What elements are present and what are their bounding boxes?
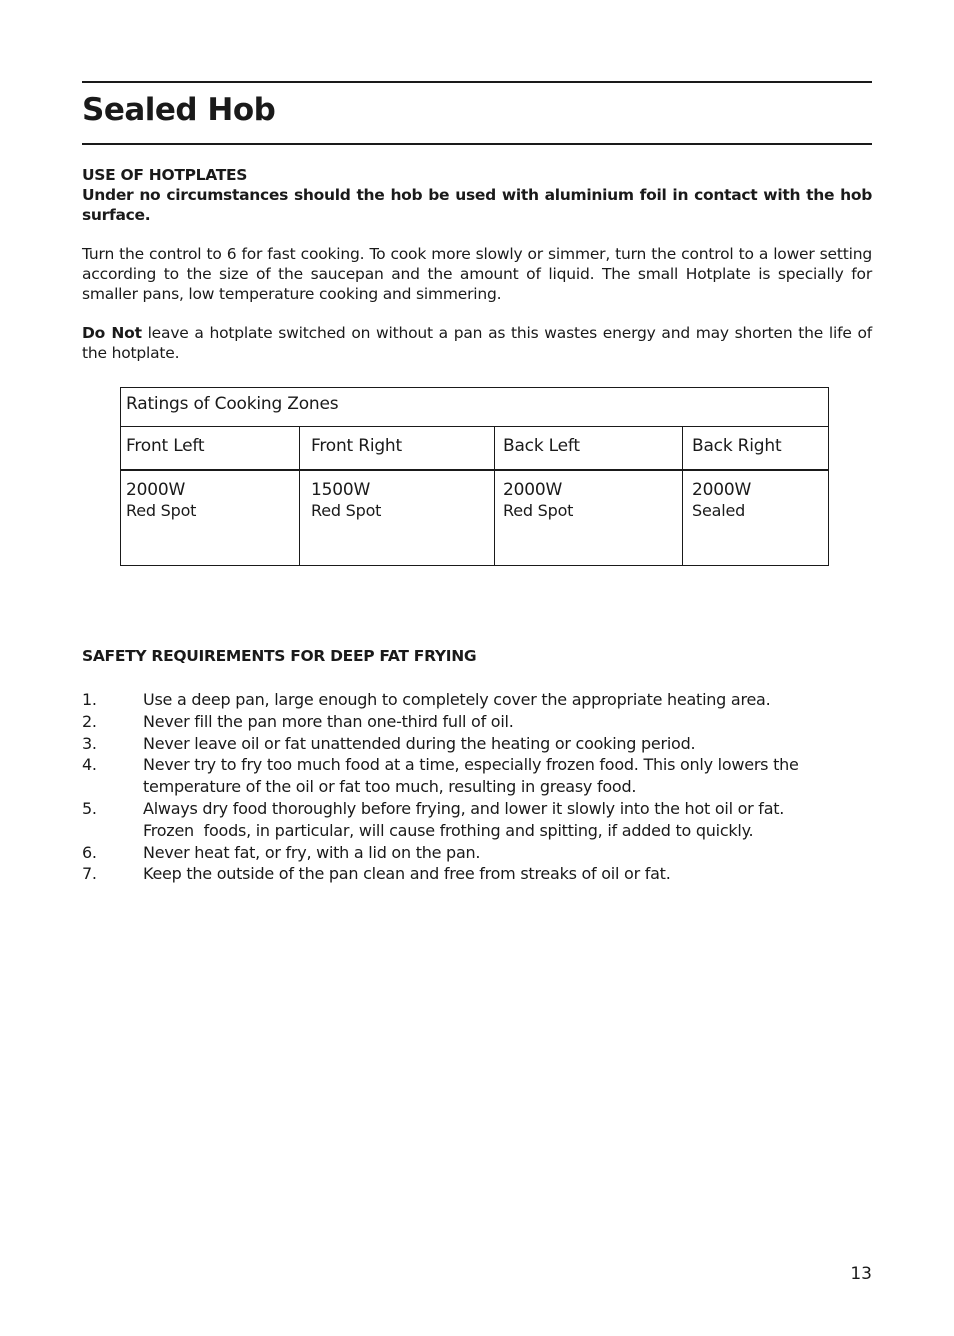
hotplates-heading: USE OF HOTPLATES [82, 166, 248, 184]
step-text: Never leave oil or fat unattended during the heating or cooking period. [143, 733, 696, 753]
foil-warning: Under no circumstances should the hob be used with aluminium foil in contact with the hob surface. [82, 186, 872, 224]
do-not-paragraph [82, 323, 872, 363]
table-header-row [121, 427, 829, 471]
step-number: 2. [82, 711, 97, 731]
step-text-continued: Frozen foods, in particular, will cause frothing and spitting, if added to quickly. [143, 820, 754, 840]
step-text: Never fill the pan more than one-third full of oil. [143, 711, 514, 731]
step-number: 5. [82, 798, 97, 818]
ratings-table [120, 387, 829, 566]
step-text: Always dry food thoroughly before frying, and lower it slowly into the hot oil or fat. [143, 798, 785, 818]
page-number: 13 [850, 1264, 872, 1284]
step-number: 3. [82, 733, 97, 753]
step-text: Never try to fry too much food at a time, especially frozen food. This only lowers the [143, 755, 799, 775]
table-row [121, 470, 829, 566]
step-text: Never heat fat, or fry, with a lid on the pan. [143, 842, 481, 862]
frying-section [82, 646, 872, 885]
type-back-left: Red Spot [503, 501, 574, 520]
cell-front-right [300, 470, 495, 566]
column-header-back-right: Back Right [683, 427, 829, 471]
list-item [82, 754, 872, 798]
step-number: 1. [82, 690, 97, 709]
frying-heading: SAFETY REQUIREMENTS FOR DEEP FAT FRYING [82, 647, 477, 665]
do-not-text: leave a hotplate switched on without a pan as this wastes energy and may shorten the life of the hotplate. [82, 324, 872, 362]
top-rule [82, 81, 872, 83]
control-paragraph: Turn the control to 6 for fast cooking. To cook more slowly or simmer, turn the control to a lower setting according to the size of the saucepan and the amount of liquid. The small Hotplate is specially for smaller pans, low temperature cooking and simmering. [82, 245, 872, 303]
list-item [82, 842, 872, 864]
table-caption-row [121, 388, 829, 427]
step-text: Use a deep pan, large enough to completely cover the appropriate heating area. [143, 690, 771, 709]
step-text-continued: temperature of the oil or fat too much, resulting in greasy food. [143, 777, 637, 797]
step-number: 7. [82, 864, 97, 884]
do-not-label: Do Not [82, 324, 142, 342]
watts-front-left: 2000W [126, 480, 186, 500]
type-front-right: Red Spot [311, 501, 382, 520]
cell-back-right [683, 470, 829, 566]
title-rule [82, 143, 872, 145]
table-caption: Ratings of Cooking Zones [121, 388, 829, 427]
cell-back-left [495, 470, 683, 566]
list-item [82, 689, 872, 711]
list-item [82, 798, 872, 842]
step-number: 6. [82, 842, 97, 862]
column-header-back-left: Back Left [495, 427, 683, 471]
column-header-front-left: Front Left [121, 427, 300, 471]
column-header-front-right: Front Right [300, 427, 495, 471]
watts-back-left: 2000W [503, 480, 563, 500]
hotplates-section [82, 165, 872, 363]
step-number: 4. [82, 755, 97, 775]
frying-steps-list [82, 689, 872, 885]
type-back-right: Sealed [692, 501, 746, 520]
list-item [82, 711, 872, 733]
type-front-left: Red Spot [126, 501, 197, 520]
page-title: Sealed Hob [82, 92, 276, 128]
list-item [82, 863, 872, 885]
cell-front-left [121, 470, 300, 566]
step-text: Keep the outside of the pan clean and free from streaks of oil or fat. [143, 864, 671, 884]
watts-front-right: 1500W [311, 480, 371, 500]
list-item [82, 733, 872, 755]
watts-back-right: 2000W [692, 480, 752, 500]
